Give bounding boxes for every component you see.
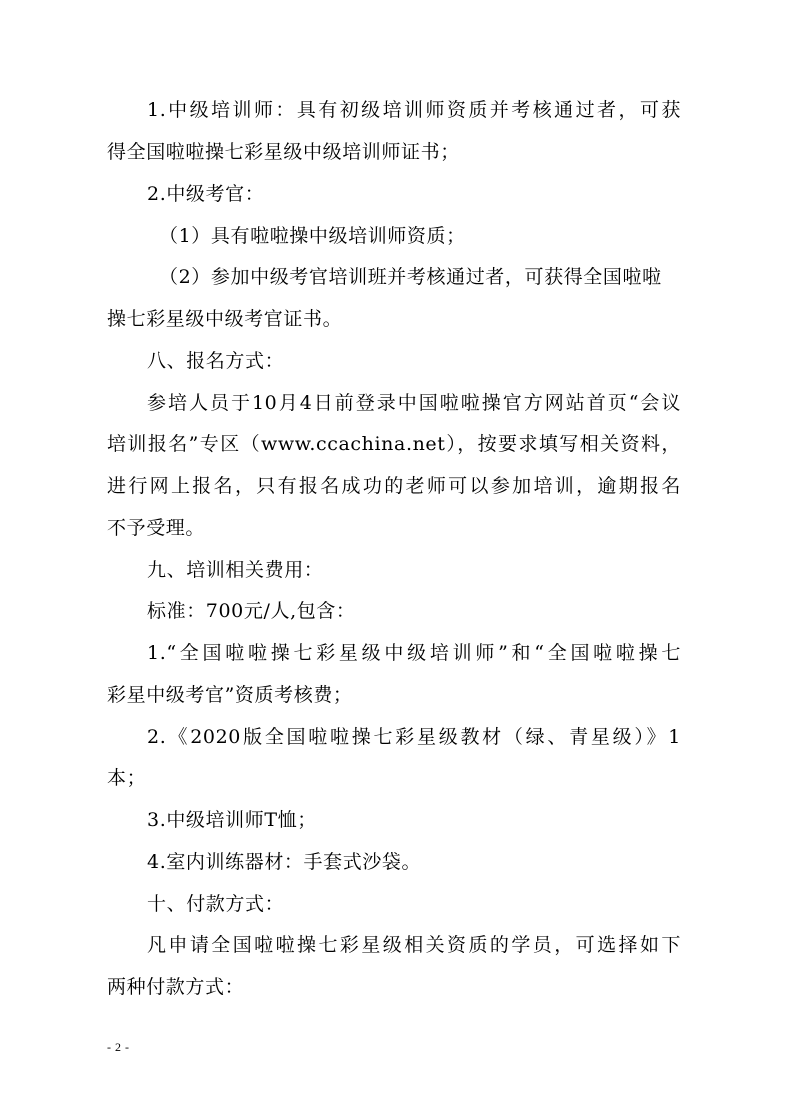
text-line: 凡申请全国啦啦操七彩星级相关资质的学员，可选择如下 [147,934,681,956]
page-number: - 2 - [107,1040,130,1054]
text-line: 1.“全国啦啦操七彩星级中级培训师”和“全国啦啦操七 [147,642,681,664]
text-line: 标准：700元/人,包含： [147,600,356,622]
text-line: 两种付款方式： [107,976,245,998]
text-line: （2）参加中级考官培训班并考核通过者，可获得全国啦啦 [159,266,662,288]
text-line: 得全国啦啦操七彩星级中级培训师证书； [107,141,460,163]
text-line: 2.《2020版全国啦啦操七彩星级教材（绿、青星级）》1 [147,726,681,748]
text-line: 参培人员于10月4日前登录中国啦啦操官方网站首页“会议 [147,392,681,414]
section-heading: 十、付款方式： [147,893,285,915]
text-line: 本； [107,767,147,789]
text-line: 1.中级培训师：具有初级培训师资质并考核通过者，可获 [147,99,681,121]
text-line: 3.中级培训师T恤； [147,809,317,831]
text-line: 操七彩星级中级考官证书。 [107,308,343,330]
section-heading: 八、报名方式： [147,350,285,372]
text-line: 2.中级考官： [147,183,265,205]
text-line: 不予受理。 [107,517,206,539]
text-line: 4.室内训练器材：手套式沙袋。 [147,851,422,873]
text-line: 进行网上报名，只有报名成功的老师可以参加培训，逾期报名 [107,475,681,497]
text-line: 培训报名”专区（www.ccachina.net），按要求填写相关资料， [107,433,681,455]
section-heading: 九、培训相关费用： [147,559,324,581]
text-line: 彩星中级考官”资质考核费； [107,684,353,706]
text-line: （1）具有啦啦操中级培训师资质； [159,225,466,247]
